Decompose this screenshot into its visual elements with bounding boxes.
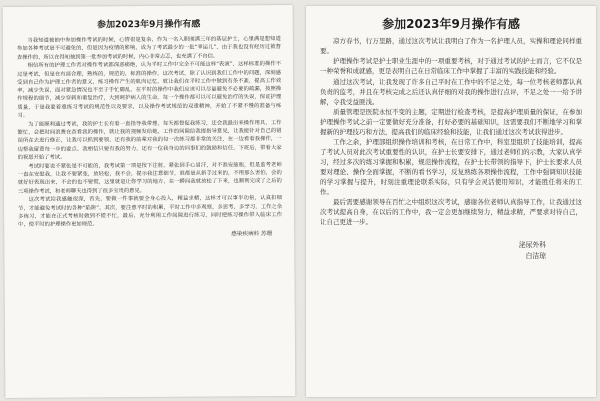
left-paragraph-3: 为了能顺利通过考试，我的护士长有着一直指导我带理，每天都督促我练习，还会我最出来操作用具，工作繁忙，会把时间浪费在查看我的操作，就让我的视频发给她，工作的间隙给我提指导意见，让我能针对自己的错误所在去进行修正，让我可以抓到要领，还有我的前辈对我的每一次练习都非常的关注，在一边看着我操作，一边帮我留意每一步的要点。我相信只要有我的努力，还有一位我身边的同事们的鼓励和信任，下班后，带着大家的祝愿开始了考试。 xyxy=(17,119,282,161)
right-paragraph-2: 护理操作考试是护士职业生涯中的一项重要考核，对于通过考试的护士而言，它不仅是一种荣誉和成就感，更是表明自己在日常临床工作中掌握了丰富的实践技能和经验。 xyxy=(320,57,582,76)
right-signature-department: 泌尿外科 xyxy=(518,241,546,250)
right-paragraph-5: 工作之余，护理部组织操作培训和考核，在日常工作中，科室里组织了技能培训，提高了考试人员对此次考试重要性的认识，在护士长要安排下，通过老师们的示教，大家认真学习，经过多次的练习掌握和积累，规范操作流程，在护士长带领的指导下，护士长要求人员要对理论、操作全面掌握，不断的看书学习，反复熟练各项操作流程，工作中强调知识技能的学习掌握与提升，时刻注重理论联系实际，只有学会灵活使用知识，才能胜任将来的工作。 xyxy=(320,138,582,196)
right-signature-name: 白洁琼 xyxy=(525,252,546,261)
right-paragraph-6: 最后需要感谢领导在百忙之中组织这次考试，感谢各位老师认真指导工作，让我通过这次考试提高自身，在以后的工作中，我一定会更加继续努力，精益求精，严要求对待自己，让自己更进一步。 xyxy=(320,198,582,227)
right-paragraph-3: 通过这次考试，让我发现了许多自己平时在工作中的不足之处，每一位考核老师都认真负责的监考，并且在考核完成之后还认真仔细的对我的操作进行点评，不足之处一一给予讲解，令我受益匪浅。 xyxy=(320,77,582,106)
left-essay-page xyxy=(3,5,296,398)
right-signature xyxy=(320,240,582,262)
right-essay-page xyxy=(306,6,596,397)
left-paragraph-5: 这次考试给我感触很深，首先，要做一件事就要全身心投入，精益求精，这样才可以事半功倍，认真扣细节，才能避免考试时的各种“陷阱”。其次，要注意平时的积累，平时工作中多观察，多思考，多学习，工作之余多练习，才能在正式考核时做到不慌不忙，最后，充分利用工作间隙进行练习，同时把练习操作带入临床工作中，使平时的护理操作更加规范。 xyxy=(18,195,283,229)
right-paragraph-4: 质量管理是医院永恒不变的主题，定期进行检查考核，是提高护理质量的保证，在参加护理操作考试之前一定要做好充分准备，打好必要的基础知识，这需要我们不断地学习和掌握新的护理技巧和方法，提高我们的临床经验和技能，让我们通过这次考试获得进步。 xyxy=(320,108,582,136)
right-essay-title: 参加2023年9月操作有感 xyxy=(382,17,520,31)
left-paragraph-4: 考试时要说不紧张是不可能的，我考试第一项是按下注射，紧张到手心冒汗，对不准安瓿瓶，但是监考老师一直在安慰我，让我不要紧张，放轻松，我不会，提示我注意细节，谁都是从新手过来的，不用那么害怕，会的就好好表现出来，不会的也不要慌，这里就是让你学习的地方，在一瞬间我就放松了下来，也顺利完成了之后的三项操作考试，和老师聊天也得到了很多宝贵的意见。 xyxy=(17,161,282,195)
left-paragraph-2: 相信所有的护理工作者对操作考试都深恶痛绝，认为平时工作中完全不可能这样“表演”，这样标准的操作不过是考试，但是在有部合理，熟练的，规范的，标准的操作。这次考试，除了认识到我们工作中的问题，深刻感受到自己作为护理工作者的意义，练习操作产生的肌肉记忆，就让我们在平时工作中做到有条不紊，提高工作效率，减少失误，面对紧急情况也不至于手忙脚乱。在平时的操作中我们应该可以尽量避免不必要的疏漏，按照操作规程的细节，减少穿刺和重复治疗，大到呵护病人的生命。每一个操作都可以可以避免治疗的失误，保证护理质量，于是我要着重练习考试的规范性以及要求，以及操作考试规范的双重精神，开始了不紧不慢的准备与练习。 xyxy=(17,61,282,119)
left-signature: 感染疾病科 苏珊 xyxy=(231,231,273,238)
left-essay-title: 参加2023年9月操作有感 xyxy=(97,19,201,31)
right-paragraph-1: 凉方春书，行万里路，通过这次考试让我明白了作为一名护理人员，实操和理论同样重要。 xyxy=(320,37,582,55)
left-paragraph-1: 当我知道被抽中参加操作考试的时候，心情很是复杂，作为一名入职刚满三年的基层护士，心里满是想知道参加各种考试是不可避免的，但是因为疫情的影响，成为了考试最少的一批“幸运儿”，由于我也没有经历过被督查操作的，所以在得知抽到第一批参加考试的时候，内心非常忐忑，也充满了不自信。 xyxy=(16,36,281,61)
